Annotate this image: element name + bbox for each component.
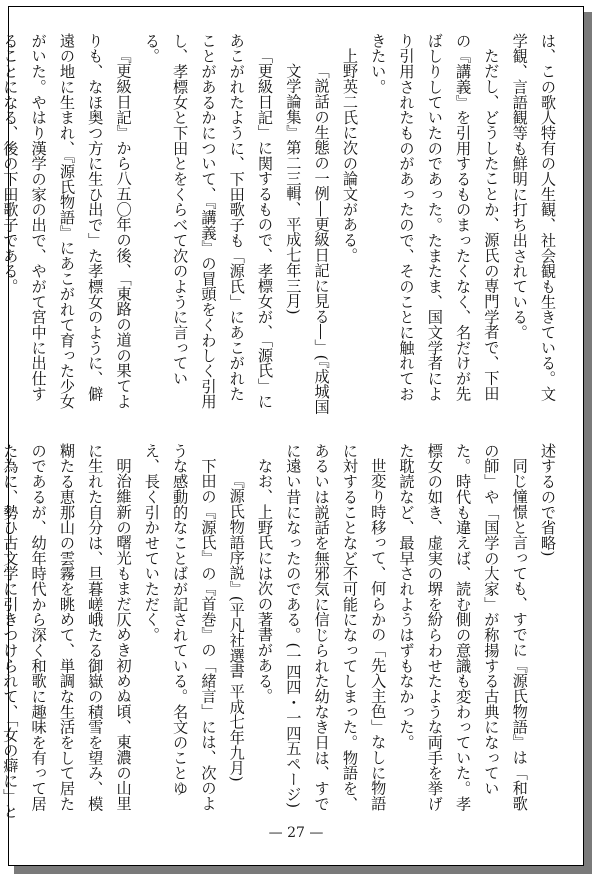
paragraph: 『源氏物語序説』(平凡社選書 平成七年九月) [227,473,246,783]
paragraph: 下田の『源氏』の『首巻』の「緒言」には、次のような感動的なことばが記されている。名文のことゆえ、長く引かせていただく。 [142,443,218,812]
paragraph: 世変り時移って、何らかの「先入主色」なしに物語に対することなど不可能になってしまった。物語を、あるいは説話を無邪気に信じられた幼なき日は、すでに遠い昔になったのである。(一四四・一四五ページ) [284,443,388,812]
paragraph: 「更級日記」に関するもので、孝標女が、「源氏」にあこがれたように、下田歌子も「源氏」にあこがれたことがあるかについて、『講義』の冒頭をくわしく引用し、孝標女と下田とをくらべて次のように言っている。 [142,33,275,410]
paragraph: 「説話の生態の一例―更級日記に見る―」(『成城国文学論集』第二三輯、平成七年三月) [284,63,331,415]
paragraph: 明治維新の曙光もまだ仄めき初めぬ頃、東濃の山里に生れた自分は、旦暮嵯峨たる御嶽の積雪を望み、模糊たる恵那山の雲霧を眺めて、単調な生活をして居たのであるが、幼年時代から深く和歌に趣味を有って居た為に、勢ひ古文学に引きつけられて、「女の癖に」と [1,443,133,820]
paragraph: 述するので省略) [539,443,557,557]
paragraph: は、この歌人特有の人生観、社会観も生きている。文学観、言語観等も鮮明に打ち出されている。 [510,33,557,402]
book-page [1,6,584,866]
paragraph: なお、上野氏には次の著書がある。 [256,458,275,704]
paragraph: 同じ憧憬と言っても、すでに『源氏物語』は「和歌の師」や「国学の大家」が称揚する古典になっていた。時代も違えば、読む側の意識も変わっていた。孝標女の如き、虚実の堺を紛らわせたような両手を挙げた耽読など、最早されようはずもなかった。 [397,443,529,812]
page-number: — 27 — [268,825,324,841]
paragraph: ただし、どうしたことか、源氏の専門学者で、下田の『講義』を引用するものまったくなく、名だけが先ばしりしていたのであった。たまたま、国文学者により引用されたものがあったので、そのことに触れておきたい。 [369,33,501,402]
paragraph: 『更級日記』から八五〇年の後、「東路の道の果てよりも、なほ奥つ方に生ひ出で」た孝標女のように、僻遠の地に生まれ、『源氏物語』にあこがれて育った少女がいた。やはり漢学の家の出で、やがて宮中に出仕することになる、後の下田歌子である。 [1,33,133,410]
lower-text-block [1,443,562,825]
paragraph: 上野英二氏に次の論文がある。 [340,48,359,264]
upper-text-block [1,33,562,415]
